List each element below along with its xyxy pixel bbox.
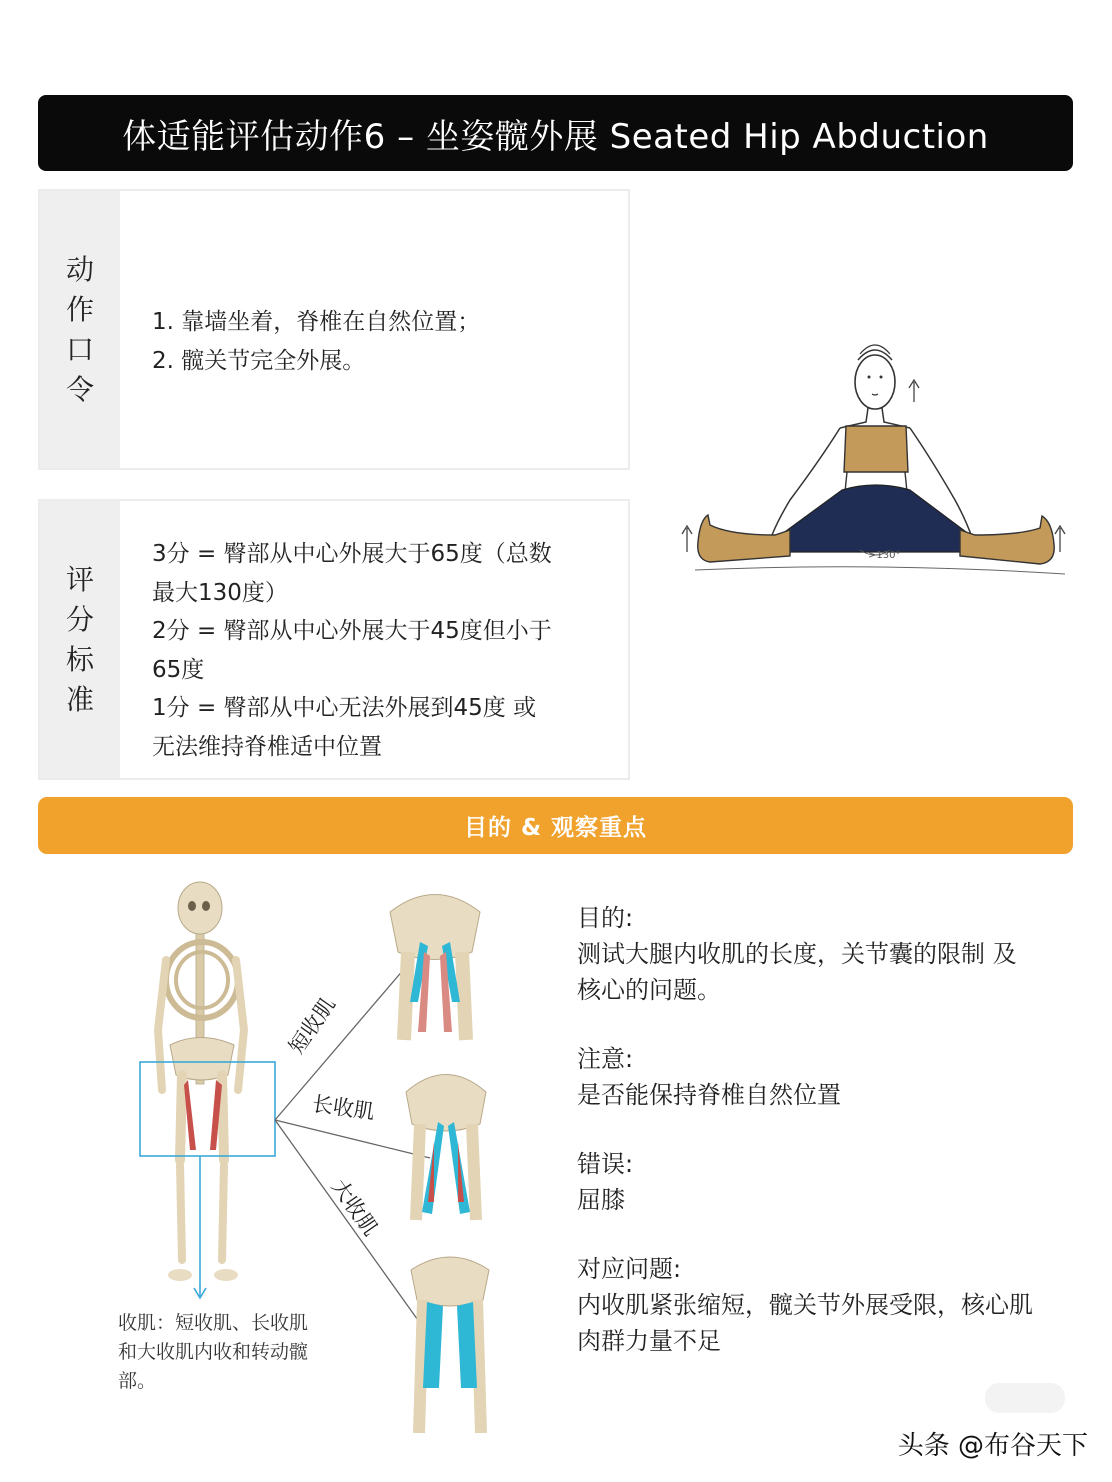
score-line: 3分 = 臀部从中心外展大于65度（总数 [152, 541, 552, 567]
attention-block [577, 1041, 1077, 1113]
adductor-magnus-detail [405, 1248, 495, 1433]
side-char: 分 [65, 602, 94, 636]
highlight-box [140, 1062, 275, 1156]
label-adductor-brevis: 短收肌 [284, 992, 341, 1059]
score-line: 最大130度） [152, 579, 288, 606]
attention-text: 是否能保持脊椎自然位置 [577, 1081, 841, 1109]
problem-line: 肉群力量不足 [577, 1327, 721, 1355]
caption-line: 和大收肌内收和转动髋 [118, 1341, 309, 1363]
attention-title: 注意: [577, 1045, 634, 1073]
score-line: 1分 = 臀部从中心无法外展到45度 或 [152, 695, 537, 721]
purpose-block [577, 900, 1077, 1008]
side-char: 动 [65, 252, 94, 286]
angle-note: >130° [868, 550, 901, 561]
purpose-line: 测试大腿内收肌的长度，关节囊的限制 及 [577, 940, 1017, 968]
side-char: 评 [65, 562, 94, 596]
section-bar-label: 目的 & 观察重点 [463, 815, 648, 841]
faint-logo [985, 1383, 1065, 1413]
side-char: 准 [65, 682, 94, 716]
score-line: 2分 = 臀部从中心外展大于45度但小于 [152, 618, 552, 644]
label-adductor-longus: 长收肌 [310, 1091, 377, 1125]
caption-line: 部。 [118, 1370, 157, 1392]
side-char: 作 [65, 292, 94, 326]
side-char: 口 [65, 332, 94, 366]
problem-block [577, 1251, 1077, 1359]
anatomy-caption [118, 1309, 338, 1396]
purpose-title: 目的: [577, 904, 634, 932]
page-title-text: 体适能评估动作6 – 坐姿髋外展 Seated Hip Abduction [122, 116, 989, 157]
side-char: 标 [65, 642, 94, 676]
adductor-brevis-detail [380, 882, 490, 1040]
caption-line: 收肌：短收肌、长收肌 [118, 1312, 309, 1334]
problem-line: 内收肌紧张缩短，髋关节外展受限，核心肌 [577, 1291, 1033, 1319]
notes-section [577, 900, 1077, 1392]
purpose-line: 核心的问题。 [577, 976, 721, 1004]
adductor-longus-detail [398, 1062, 494, 1220]
command-line: 2. 髋关节完全外展。 [152, 347, 366, 374]
side-char: 令 [65, 372, 94, 406]
label-adductor-magnus: 大收肌 [326, 1174, 383, 1241]
score-line: 无法维持脊椎适中位置 [152, 733, 382, 760]
mistake-title: 错误: [577, 1150, 634, 1178]
mistake-block [577, 1146, 1077, 1218]
mistake-text: 屈膝 [577, 1186, 625, 1214]
score-line: 65度 [152, 656, 205, 683]
watermark: 头条 @布谷天下 [897, 1431, 1088, 1461]
command-line: 1. 靠墙坐着，脊椎在自然位置； [152, 309, 481, 335]
problem-title: 对应问题: [577, 1255, 682, 1283]
